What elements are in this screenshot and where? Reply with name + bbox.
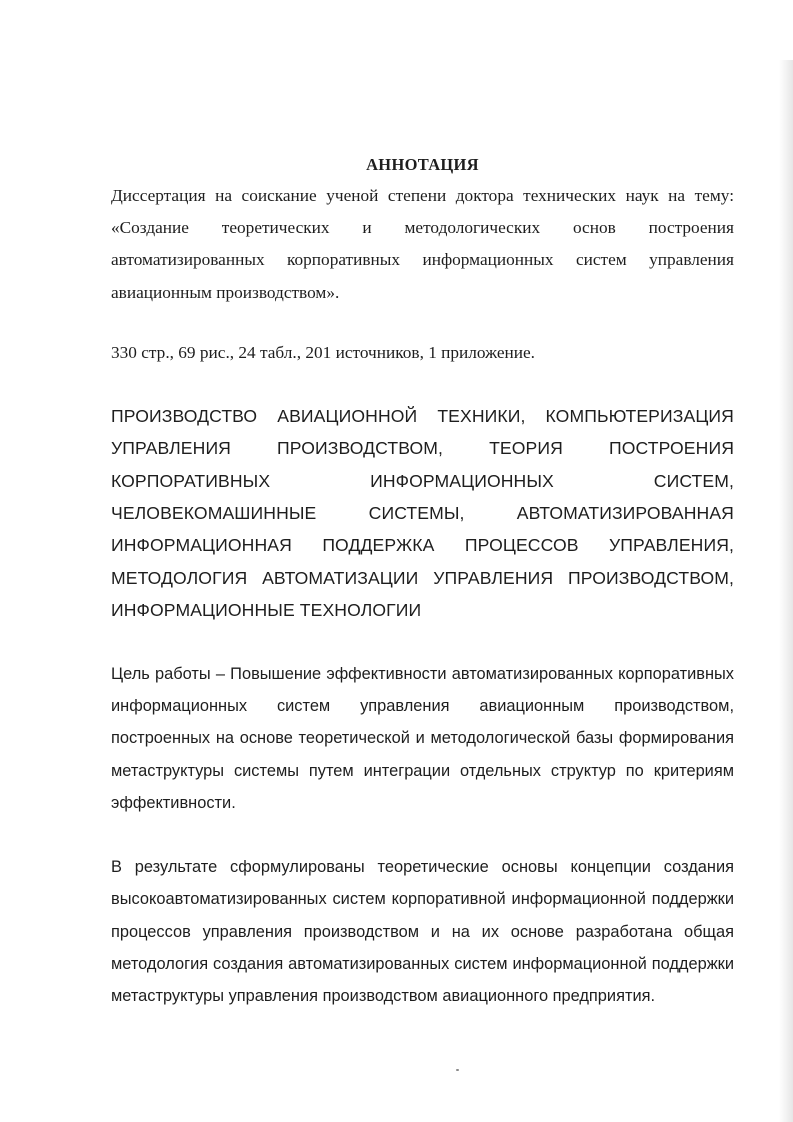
scan-edge-shadow — [779, 60, 793, 1122]
result-paragraph: В результате сформулированы теоретические основы концепции создания высокоавтоматизированных систем корпоративной информационной поддержки процессов управления производством и на их основе разработана общая методология создания автоматизированных систем информационной поддержки метаструктуры управления производством авиационного предприятия. — [111, 857, 734, 1006]
keywords-paragraph: ПРОИЗВОДСТВО АВИАЦИОННОЙ ТЕХНИКИ, КОМПЬЮТЕРИЗАЦИЯ УПРАВЛЕНИЯ ПРОИЗВОДСТВОМ, ТЕОРИЯ ПОСТРОЕНИЯ КОРПОРАТИВНЫХ ИНФОРМАЦИОННЫХ СИСТЕМ, ЧЕЛОВЕКОМАШИННЫЕ СИСТЕМЫ, АВТОМАТИЗИРОВАННАЯ ИНФОРМАЦИОННАЯ ПОДДЕРЖКА ПРОЦЕССОВ УПРАВЛЕНИЯ, МЕТОДОЛОГИЯ АВТОМАТИЗАЦИИ УПРАВЛЕНИЯ ПРОИЗВОДСТВОМ, ИНФОРМАЦИОННЫЕ ТЕХНОЛОГИИ — [111, 405, 734, 621]
stats-line: 330 стр., 69 рис., 24 табл., 201 источников, 1 приложение. — [111, 342, 536, 362]
scan-artifact — [456, 1069, 459, 1071]
intro-paragraph: Диссертация на соискание ученой степени доктора технических наук на тему: «Создание теоретических и методологических основ построения автоматизированных корпоративных информационных систем управления авиационным производством». — [111, 186, 734, 302]
document-page — [111, 150, 734, 1029]
goal-paragraph: Цель работы – Повышение эффективности автоматизированных корпоративных информационных систем управления авиационным производством, построенных на основе теоретической и методологической базы формирования метаструктуры системы путем интеграции отдельных структур по критериям эффективности. — [111, 664, 734, 813]
document-heading: АННОТАЦИЯ — [366, 155, 479, 174]
